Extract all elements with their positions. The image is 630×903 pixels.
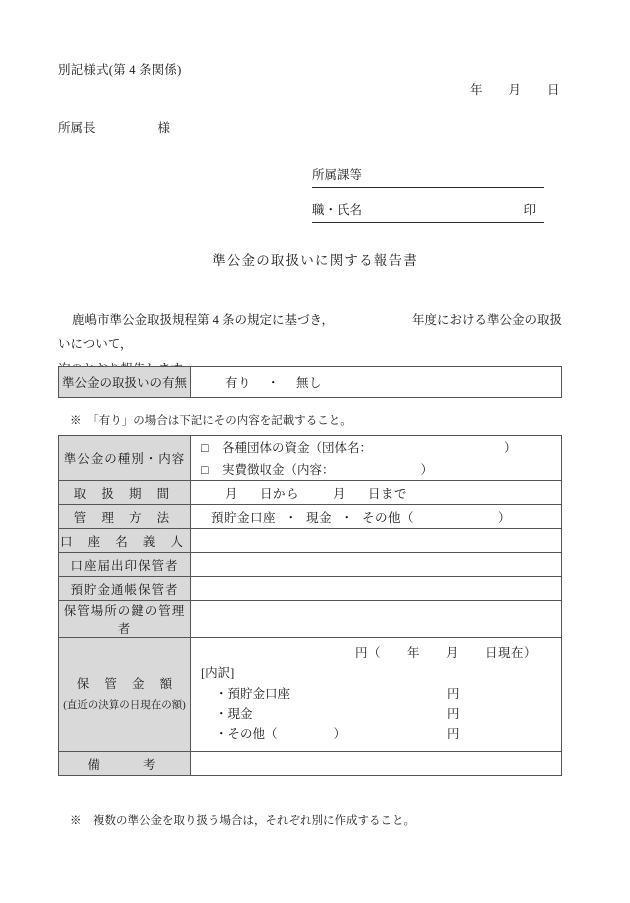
breakdown-item-other-close: ） (333, 727, 347, 741)
row-value-account-holder[interactable] (191, 529, 562, 553)
checkbox-2-label: 実費徴収金（内容： (222, 463, 335, 477)
breakdown-item-deposit-unit: 円 (447, 686, 460, 701)
checkbox-2-close: ） (420, 463, 434, 477)
amount-total-yen: 円（ (354, 646, 381, 660)
table-row (59, 505, 562, 529)
breakdown-item-other-unit: 円 (447, 727, 460, 741)
presence-separator: ・ (267, 376, 281, 390)
management-dot-1: ・ (284, 510, 298, 525)
row-label-passbook-keeper: 預貯金通帳保管者 (59, 577, 191, 601)
period-day-from: 日から (260, 486, 300, 501)
row-value-type-content[interactable] (191, 436, 562, 481)
presence-option-no[interactable]: 無し (296, 376, 323, 390)
table-row (59, 638, 562, 752)
presence-label-cell: 準公金の取扱いの有無 (59, 367, 191, 398)
breakdown-item-cash-unit: 円 (447, 706, 460, 721)
row-label-period: 取 扱 期 間 (59, 481, 191, 505)
presence-table (58, 366, 562, 398)
management-option-3[interactable]: その他（ (362, 510, 415, 525)
row-label-seal-keeper: 口座届出印保管者 (59, 553, 191, 577)
date-year-label: 年 (470, 83, 483, 97)
checkbox-icon[interactable]: □ (201, 441, 209, 455)
amount-label-sub: (直近の決算の日現在の額) (63, 700, 186, 712)
amount-label-main: 保 管 金 額 (76, 677, 179, 692)
management-dot-2: ・ (340, 510, 354, 525)
signature-name-label: 職・氏名 (312, 203, 363, 217)
note-bottom: ※ 複数の準公金を取り扱う場合は，それぞれ別に作成すること。 (70, 815, 415, 827)
breakdown-item-other-label: ・その他（ (215, 727, 278, 741)
period-month-from: 月 (225, 486, 239, 501)
amount-total-year: 年 (406, 646, 420, 660)
amount-total-month: 月 (445, 646, 459, 660)
date-line (470, 80, 560, 98)
row-value-seal-keeper[interactable] (191, 553, 562, 577)
presence-value-cell[interactable] (191, 367, 562, 398)
table-row (59, 481, 562, 505)
management-option-2[interactable]: 現金 (306, 510, 333, 525)
row-label-account-holder: 口 座 名 義 人 (59, 529, 191, 553)
checkbox-1-label: 各種団体の資金（団体名： (222, 441, 373, 455)
seal-label: 印 (523, 203, 536, 217)
addressee-honorific: 様 (157, 121, 171, 135)
table-row (59, 367, 562, 398)
period-month-to: 月 (333, 486, 347, 501)
presence-option-yes[interactable]: 有り (225, 376, 252, 390)
management-option-3-close: ） (498, 510, 512, 525)
note-top: ※ 「有り」の場合は下記にその内容を記載すること。 (70, 415, 352, 427)
addressee-line (58, 118, 170, 136)
breakdown-item-deposit-label: ・預貯金口座 (215, 686, 291, 701)
page-title: 準公金の取扱いに関する報告書 (212, 253, 418, 268)
breakdown-heading: [内訳] (201, 666, 235, 681)
period-day-to: 日まで (368, 486, 408, 501)
row-value-amount[interactable] (191, 638, 562, 752)
checkbox-1-close: ） (504, 441, 517, 455)
breakdown-item-cash-label: ・現金 (215, 706, 253, 721)
row-label-key-manager: 保管場所の鍵の管理者 (59, 601, 191, 638)
signature-department-row (312, 165, 544, 188)
checkbox-line-2[interactable] (191, 458, 561, 480)
breakdown-item-deposit[interactable] (199, 684, 553, 704)
table-row (59, 436, 562, 481)
amount-total-line[interactable] (199, 643, 553, 663)
checkbox-line-1[interactable] (191, 436, 561, 458)
breakdown-item-other[interactable] (199, 724, 553, 744)
row-value-key-manager[interactable] (191, 601, 562, 638)
row-label-management: 管 理 方 法 (59, 505, 191, 529)
table-row (59, 752, 562, 776)
main-table (58, 435, 562, 776)
signature-department-label: 所属課等 (312, 168, 363, 182)
table-row (59, 553, 562, 577)
row-label-type-content: 準公金の種別・内容 (59, 436, 191, 481)
table-row (59, 529, 562, 553)
form-number: 別記様式(第 4 条関係) (58, 63, 182, 77)
amount-total-day: 日現在） (484, 646, 537, 660)
signature-name-row (312, 200, 544, 223)
row-value-remarks[interactable] (191, 752, 562, 776)
row-value-management[interactable] (191, 505, 562, 529)
checkbox-icon[interactable]: □ (201, 463, 209, 477)
intro-line1-before: 鹿嶋市準公金取扱規程第 4 条の規定に基づき， (72, 313, 335, 327)
date-month-label: 月 (508, 83, 522, 97)
table-row (59, 577, 562, 601)
row-label-amount (59, 638, 191, 752)
addressee-title: 所属長 (58, 121, 96, 135)
date-day-label: 日 (547, 83, 560, 97)
row-label-remarks: 備 考 (59, 752, 191, 776)
row-value-passbook-keeper[interactable] (191, 577, 562, 601)
breakdown-item-cash[interactable] (199, 704, 553, 724)
table-row (59, 601, 562, 638)
row-value-period[interactable] (191, 481, 562, 505)
intro-line1-after: 年度における準公金の取扱いについて， (58, 313, 563, 352)
management-option-1[interactable]: 預貯金口座 (211, 510, 277, 525)
